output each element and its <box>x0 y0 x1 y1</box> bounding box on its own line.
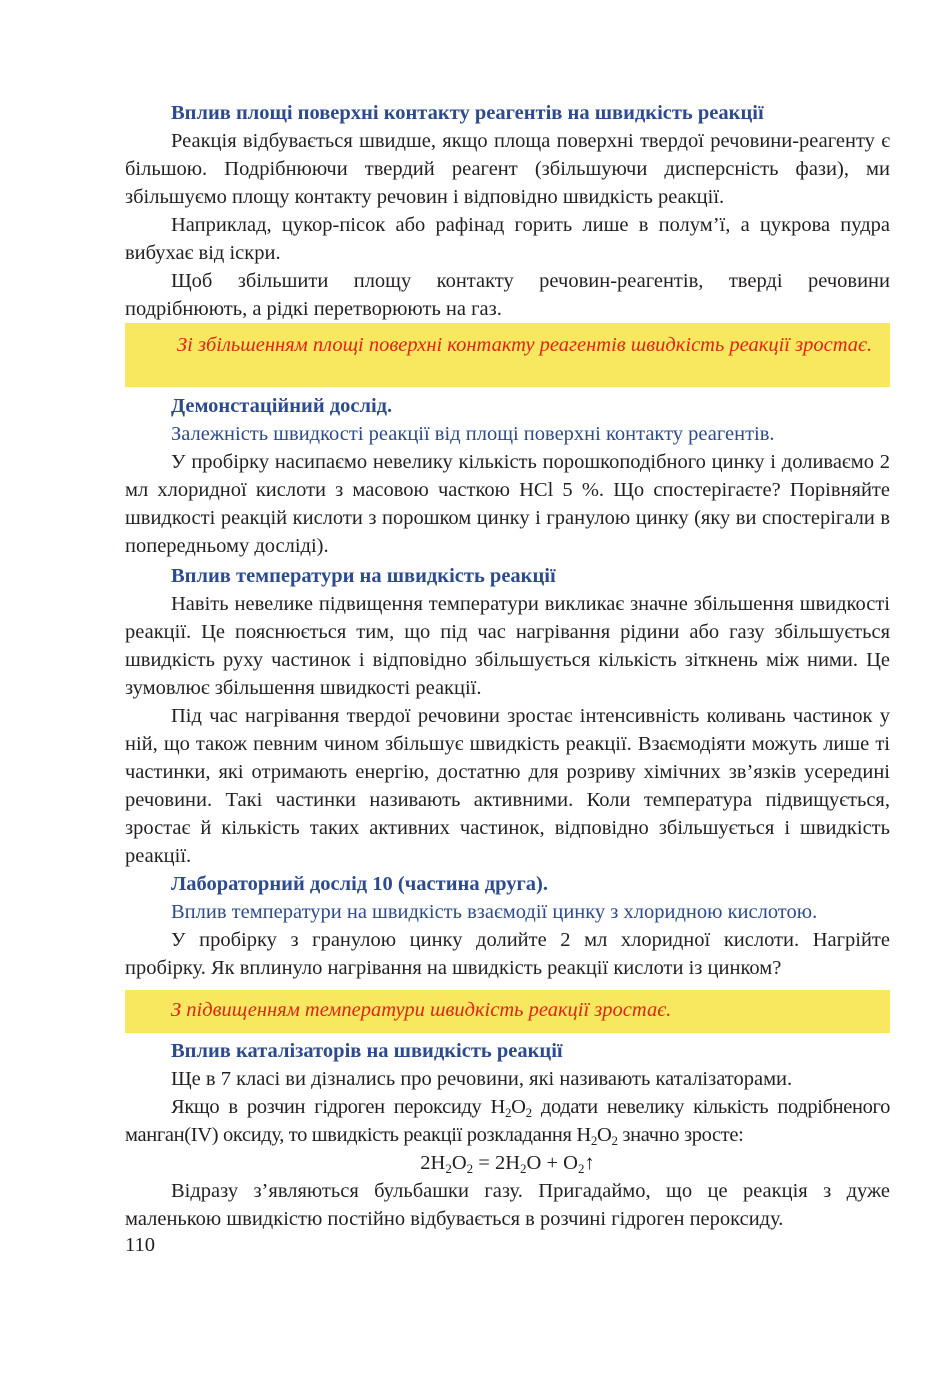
section-heading: Вплив площі поверхні контакту реагентів на швидкість реакції <box>171 102 764 124</box>
section-catalysts <box>125 1037 890 1233</box>
section-heading: Вплив каталізаторів на швидкість реакції <box>171 1040 563 1062</box>
section-heading: Демонстаційний дослід. <box>171 395 393 417</box>
subscript: 2 <box>466 1161 474 1176</box>
paragraph: Навіть невелике підвищення температури викликає значне збільшення швидкості реакції. Це пояснюється тим, що під час нагрівання рідини або газу збільшується швидкість руху частинок і відповідно збільшується кількість зіткнень між ними. Це зумовлює збільшення швидкості реакції. <box>125 593 890 699</box>
text-run: O <box>451 1152 467 1174</box>
section-temperature <box>125 562 890 870</box>
text-run: 2H <box>420 1152 446 1174</box>
paragraph: Щоб збільшити площу контакту речовин-реагентів, тверді речовини подрібнюють, а рідкі перетворюють на газ. <box>125 270 890 320</box>
conclusion-text: Зі збільшенням площі поверхні контакту реагентів швидкість реакції зростає. <box>177 334 873 356</box>
paragraph: Реакція відбувається швидше, якщо площа поверхні твердої речовини-реагенту є більшою. Подрібнюючи твердий реагент (збільшуючи дисперсність фази), ми збільшуємо площу контакту речовин і відповідно швидкість реакції. <box>125 130 890 208</box>
section-heading: Вплив температури на швидкість реакції <box>171 565 556 587</box>
conclusion-text: З підвищенням температури швидкість реакції зростає. <box>171 999 672 1021</box>
subscript: 2 <box>611 1133 618 1148</box>
text-run: O + O <box>526 1152 578 1174</box>
conclusion-highlight <box>125 323 890 387</box>
subscript: 2 <box>505 1105 512 1120</box>
section-lab-experiment <box>125 870 890 982</box>
text-run: Якщо в розчин гідроген пероксиду H <box>171 1096 505 1118</box>
paragraph: Наприклад, цукор-пісок або рафінад горить лише в полум’ї, а цукрова пудра вибухає від іскри. <box>125 214 890 264</box>
subscript: 2 <box>525 1105 532 1120</box>
experiment-subtitle: Вплив температури на швидкість взаємодії цинку з хлоридною кислотою. <box>171 901 818 923</box>
experiment-subtitle: Залежність швидкості реакції від площі поверхні контакту реагентів. <box>171 423 775 445</box>
paragraph-h2o2 <box>125 1093 890 1149</box>
paragraph: Відразу з’являються бульбашки газу. Пригадаймо, що це реакція з дуже маленькою швидкістю постійно відбувається в розчині гідроген пероксиду. <box>125 1180 890 1230</box>
section-demo-experiment <box>125 392 890 560</box>
text-run: значно зросте: <box>617 1124 744 1146</box>
paragraph: Ще в 7 класі ви дізнались про речовини, які називають каталізаторами. <box>171 1068 793 1090</box>
text-run: додати невелику кількість подрібненого манган(IV) оксиду, то швидкість реакції розкладання H <box>125 1096 891 1146</box>
up-arrow-icon: ↑ <box>584 1152 595 1174</box>
chemical-equation <box>125 1149 890 1177</box>
text-run: = 2H <box>473 1152 521 1174</box>
subscript: 2 <box>577 1161 585 1176</box>
section-surface-area <box>125 99 890 323</box>
paragraph: Під час нагрівання твердої речовини зростає інтенсивність коливань частинок у ній, що також певним чином збільшує швидкість реакції. Взаємодіяти можуть лише ті частинки, які отримають енергію, достатню для розриву хімічних зв’язків усередині речовини. Такі частинки називають активними. Коли температура підвищується, зростає й кількість таких активних частинок, відповідно збільшується і швидкість реакції. <box>125 705 890 867</box>
text-run: O <box>597 1124 612 1146</box>
paragraph: У пробірку насипаємо невелику кількість порошкоподібного цинку і доливаємо 2 мл хлоридної кислоти з масовою часткою HCl 5 %. Що спостерігаєте? Порівняйте швидкості реакцій кислоти з порошком цинку і гранулою цинку (яку ви спостерігали в попередньому досліді). <box>125 451 890 557</box>
page-number: 110 <box>125 1234 155 1256</box>
subscript: 2 <box>520 1161 527 1176</box>
subscript: 2 <box>590 1133 598 1148</box>
section-heading: Лабораторний дослід 10 (частина друга). <box>171 873 548 895</box>
subscript: 2 <box>445 1161 452 1176</box>
text-run: O <box>511 1096 526 1118</box>
paragraph: У пробірку з гранулою цинку долийте 2 мл хлоридної кислоти. Нагрійте пробірку. Як вплинуло нагрівання на швидкість реакції кислоти із цинком? <box>125 929 890 979</box>
conclusion-highlight <box>125 990 890 1033</box>
